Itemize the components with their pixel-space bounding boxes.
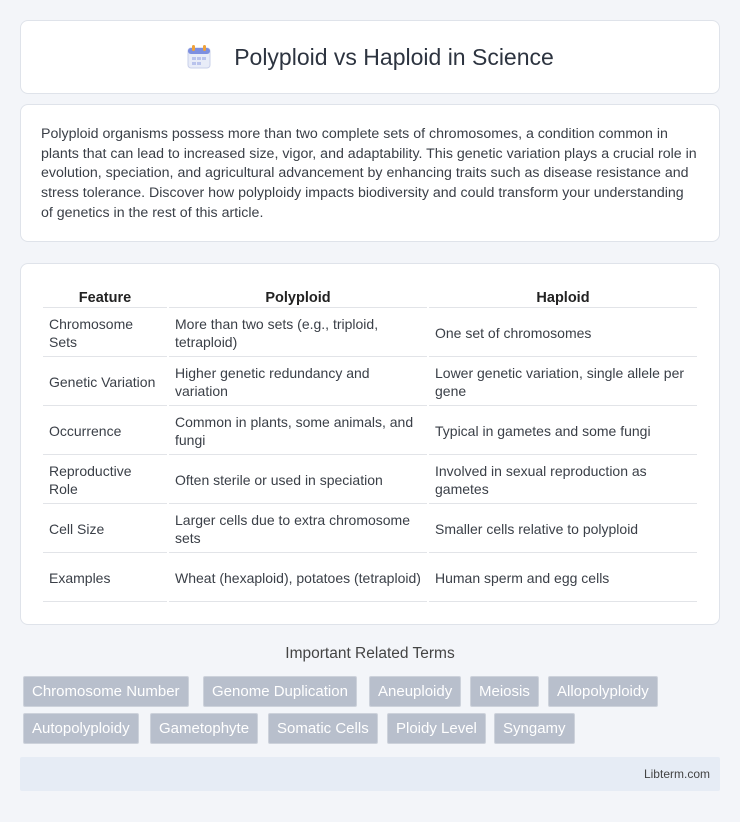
table-cell: More than two sets (e.g., triploid, tetraploid): [169, 310, 427, 357]
tag-syngamy[interactable]: Syngamy: [494, 713, 575, 744]
table-cell: Examples: [43, 555, 167, 602]
intro-text: Polyploid organisms possess more than two complete sets of chromosomes, a condition common in plants that can lead to increased size, vigor, and adaptability. This genetic variation plays a crucial role in evolution, speciation, and agricultural advancement by enhancing traits such as disease resistance and stress tolerance. Discover how polyploidy impacts biodiversity and could transform your understanding of genetics in the rest of this article.: [41, 126, 697, 221]
tag-aneuploidy[interactable]: Aneuploidy: [369, 676, 461, 707]
column-header-haploid: Haploid: [429, 286, 697, 308]
title-card: [20, 20, 720, 94]
calendar-icon: [186, 44, 212, 70]
tag-autopolyploidy[interactable]: Autopolyploidy: [23, 713, 139, 744]
intro-card: [20, 104, 720, 242]
table-cell: Larger cells due to extra chromosome sets: [169, 506, 427, 553]
tag-ploidy-level[interactable]: Ploidy Level: [387, 713, 486, 744]
table-cell: Cell Size: [43, 506, 167, 553]
table-row: [43, 359, 697, 406]
table-cell: One set of chromosomes: [429, 310, 697, 357]
table-cell: Lower genetic variation, single allele per gene: [429, 359, 697, 406]
tag-somatic-cells[interactable]: Somatic Cells: [268, 713, 378, 744]
table-cell: Genetic Variation: [43, 359, 167, 406]
comparison-table-card: [20, 263, 720, 625]
table-row: [43, 310, 697, 357]
table-cell: Wheat (hexaploid), potatoes (tetraploid): [169, 555, 427, 602]
table-row: [43, 506, 697, 553]
table-cell: Chromosome Sets: [43, 310, 167, 357]
tag-gametophyte[interactable]: Gametophyte: [150, 713, 258, 744]
table-cell: Occurrence: [43, 408, 167, 455]
table-cell: Typical in gametes and some fungi: [429, 408, 697, 455]
table-row: [43, 408, 697, 455]
table-cell: Reproductive Role: [43, 457, 167, 504]
table-cell: Human sperm and egg cells: [429, 555, 697, 602]
table-cell: Often sterile or used in speciation: [169, 457, 427, 504]
tag-genome-duplication[interactable]: Genome Duplication: [203, 676, 357, 707]
table-header-row: [43, 286, 697, 308]
table-cell: Smaller cells relative to polyploid: [429, 506, 697, 553]
comparison-table: [41, 284, 699, 604]
column-header-polyploid: Polyploid: [169, 286, 427, 308]
footer-site-link[interactable]: Libterm.com: [643, 767, 710, 781]
tag-allopolyploidy[interactable]: Allopolyploidy: [548, 676, 658, 707]
column-header-feature: Feature: [43, 286, 167, 308]
table-cell: Common in plants, some animals, and fungi: [169, 408, 427, 455]
footer: [20, 757, 720, 791]
tag-chromosome-number[interactable]: Chromosome Number: [23, 676, 189, 707]
related-terms-heading: Important Related Terms: [285, 645, 455, 662]
table-row: [43, 457, 697, 504]
page-title: Polyploid vs Haploid in Science: [234, 43, 554, 70]
tag-meiosis[interactable]: Meiosis: [470, 676, 539, 707]
table-cell: Involved in sexual reproduction as gametes: [429, 457, 697, 504]
table-cell: Higher genetic redundancy and variation: [169, 359, 427, 406]
table-row: [43, 555, 697, 602]
